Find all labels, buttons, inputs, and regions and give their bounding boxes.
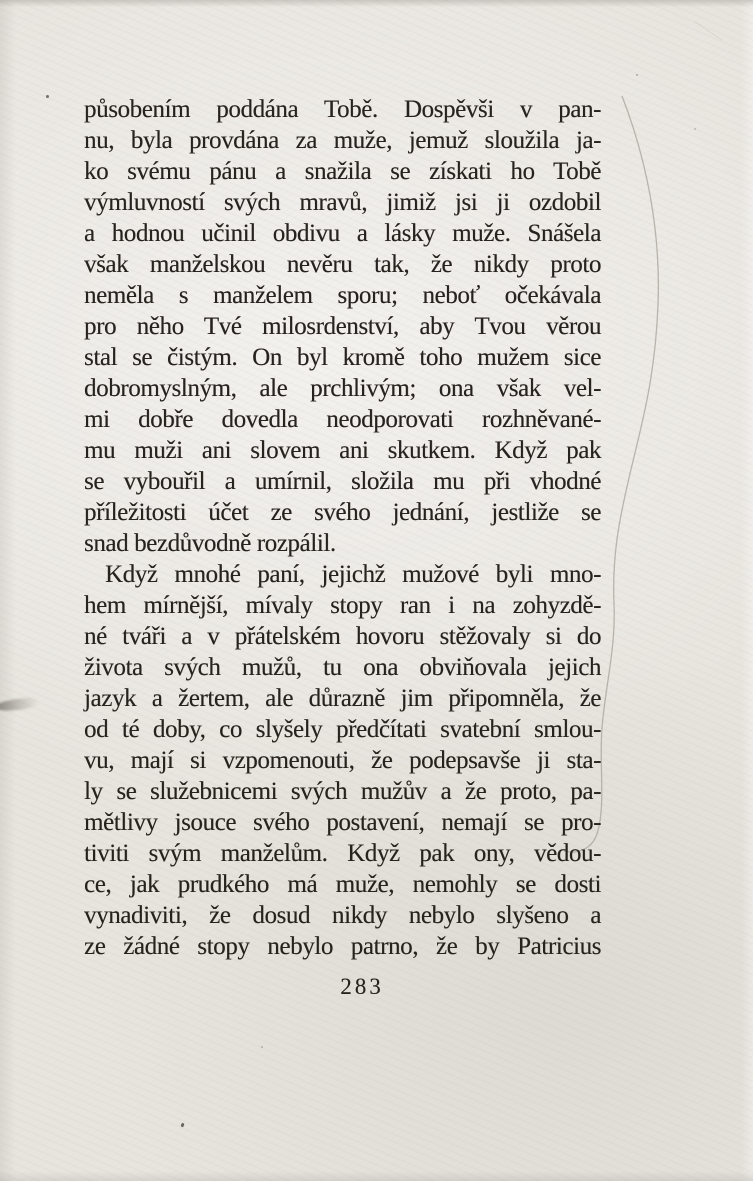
text-line: mětlivy jsouce svého postavení, nemají se pro-	[84, 809, 601, 836]
text-line: Když mnohé paní, jejichž mužové byli mno-	[105, 561, 601, 588]
text-line: a hodnou učinil obdivu a lásky muže. Snášela	[84, 220, 601, 247]
page-number: 283	[340, 974, 384, 999]
paper-speck	[46, 95, 49, 98]
text-line: ze žádné stopy nebylo patrno, že by Patricius	[84, 933, 601, 960]
text-line: se vybouřil a umírnil, složila mu při vhodné	[84, 468, 601, 495]
paper-speck	[180, 1123, 184, 1128]
text-line: pro něho Tvé milosrdenství, aby Tvou věrou	[84, 313, 601, 340]
text-line: však manželskou nevěru tak, že nikdy proto	[84, 251, 601, 278]
text-line: života svých mužů, tu ona obviňovala jejich	[84, 654, 601, 681]
text-line: ce, jak prudkého má muže, nemohly se dosti	[84, 871, 601, 898]
paper-speck	[694, 128, 696, 130]
text-line: ly se služebnicemi svých mužův a že proto, pa-	[84, 778, 601, 805]
text-line: jazyk a žertem, ale důrazně jim připomněla, že	[84, 685, 601, 712]
body-text	[84, 94, 601, 962]
text-line: vu, mají si vzpomenouti, že podepsavše ji sta-	[84, 747, 601, 774]
text-line: vynadiviti, že dosud nikdy nebylo slyšeno a	[84, 902, 601, 929]
text-line: stal se čistým. On byl kromě toho mužem sice	[84, 344, 601, 371]
text-line: působením poddána Tobě. Dospěvši v pan-	[84, 96, 601, 123]
text-line: od té doby, co slyšely předčítati svatební smlou-	[84, 716, 601, 743]
text-line: tiviti svým manželům. Když pak ony, vědou-	[84, 840, 601, 867]
text-line: ko svému pánu a snažila se získati ho Tobě	[84, 158, 601, 185]
text-line: příležitosti účet ze svého jednání, jestliže se	[84, 499, 601, 526]
text-line: hem mírnější, mívaly stopy ran i na zohyzdě-	[84, 592, 601, 619]
text-line: mi dobře dovedla neodporovati rozhněvané-	[84, 406, 601, 433]
text-line: mu muži ani slovem ani skutkem. Když pak	[84, 437, 601, 464]
text-line: nu, byla provdána za muže, jemuž sloužila ja-	[84, 127, 601, 154]
text-line: výmluvností svých mravů, jimiž jsi ji ozdobil	[84, 189, 601, 216]
paper-speck	[261, 1046, 263, 1048]
text-line: né tváři a v přátelském hovoru stěžovaly si do	[84, 623, 601, 650]
margin-smudge	[0, 697, 39, 713]
paper-speck	[636, 74, 638, 76]
text-line: snad bezdůvodně rozpálil.	[84, 530, 336, 557]
scratch-mark	[695, 22, 722, 40]
text-line: neměla s manželem sporu; neboť očekávala	[84, 282, 601, 309]
text-line: dobromyslným, ale prchlivým; ona však vel-	[84, 375, 601, 402]
